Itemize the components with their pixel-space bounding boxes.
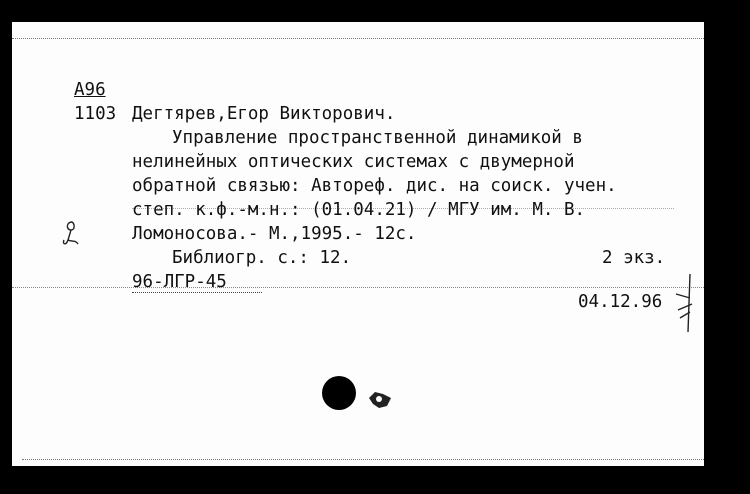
- catalog-card: [12, 22, 704, 466]
- code-underline: [132, 292, 262, 294]
- copies-count: 2 экз.: [602, 248, 666, 268]
- lower-dotted-line: [12, 287, 704, 289]
- description-line-3: обратной связью: Автореф. дис. на соиск. учен.: [132, 176, 617, 196]
- description-line-4: степ. к.ф.-м.н.: (01.04.21) / МГУ им. М. В.: [132, 200, 586, 220]
- top-dotted-line: [12, 38, 704, 40]
- handwritten-mark-icon: [58, 218, 84, 250]
- shelf-mark: А96: [74, 80, 106, 100]
- record-number: 1103: [74, 104, 117, 124]
- bottom-dotted-line: [22, 459, 704, 461]
- bibliography-line: Библиогр. с.: 12.: [172, 248, 352, 268]
- check-mark-icon: [674, 272, 700, 334]
- description-line-5: Ломоносова.- М.,1995.- 12с.: [132, 224, 417, 244]
- accession-code: 96-ЛГР-45: [132, 272, 227, 292]
- description-line-1: Управление пространственной динамикой в: [172, 128, 583, 148]
- author-name: Дегтярев,Егор Викторович.: [132, 104, 396, 124]
- card-date: 04.12.96: [578, 292, 663, 312]
- description-line-2: нелинейных оптических системах с двумерной: [132, 152, 575, 172]
- punch-hole: [322, 376, 356, 410]
- library-stamp-icon: [367, 390, 393, 410]
